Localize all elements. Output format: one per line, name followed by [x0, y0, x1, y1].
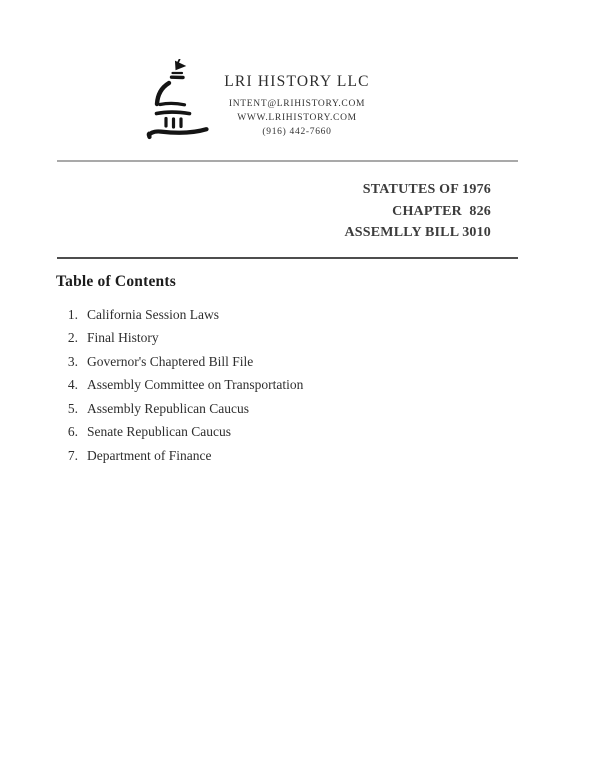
toc-item — [0, 327, 600, 351]
toc-item-label: Governor's Chaptered Bill File — [87, 353, 254, 369]
contact-email: INTENT@LRIHISTORY.COM — [228, 99, 366, 109]
toc-item — [0, 444, 600, 468]
statute-line-statutes: STATUTES OF 1976 — [362, 182, 491, 197]
divider-top — [57, 160, 518, 162]
toc-item-number: 5. — [67, 400, 78, 416]
toc-item-number: 2. — [67, 330, 78, 346]
contact-website: WWW.LRIHISTORY.COM — [237, 113, 357, 124]
toc-item-label: Final History — [87, 330, 159, 346]
toc-list — [0, 303, 600, 468]
statute-line-chapter: CHAPTER 826 — [392, 203, 491, 219]
toc-item-number: 4. — [67, 377, 78, 393]
statute-line-bill: ASSEMLLY BILL 3010 — [344, 225, 491, 240]
toc-item-label: California Session Laws — [87, 306, 219, 322]
toc-item — [0, 421, 600, 445]
statutes-block — [344, 179, 491, 244]
toc-item-number: 3. — [67, 353, 78, 369]
toc-title: Table of Contents — [56, 273, 176, 290]
toc-item — [0, 303, 600, 327]
flag-pennant-shape — [176, 62, 186, 70]
contact-phone: (916) 442-7660 — [262, 127, 332, 138]
toc-item-label: Assembly Committee on Transportation — [87, 377, 304, 393]
toc-item — [0, 374, 600, 398]
toc-item — [0, 350, 600, 374]
toc-item-label: Assembly Republican Caucus — [87, 400, 249, 416]
toc-item-number: 1. — [67, 306, 78, 322]
letterhead — [0, 73, 597, 140]
toc-item-label: Senate Republican Caucus — [87, 424, 231, 440]
toc-item-number: 7. — [67, 447, 78, 463]
toc-item-number: 6. — [67, 424, 78, 440]
toc-item — [0, 397, 600, 421]
company-name: LRI HISTORY LLC — [224, 73, 370, 90]
toc-item-label: Department of Finance — [87, 447, 212, 463]
divider-bottom — [57, 257, 518, 259]
